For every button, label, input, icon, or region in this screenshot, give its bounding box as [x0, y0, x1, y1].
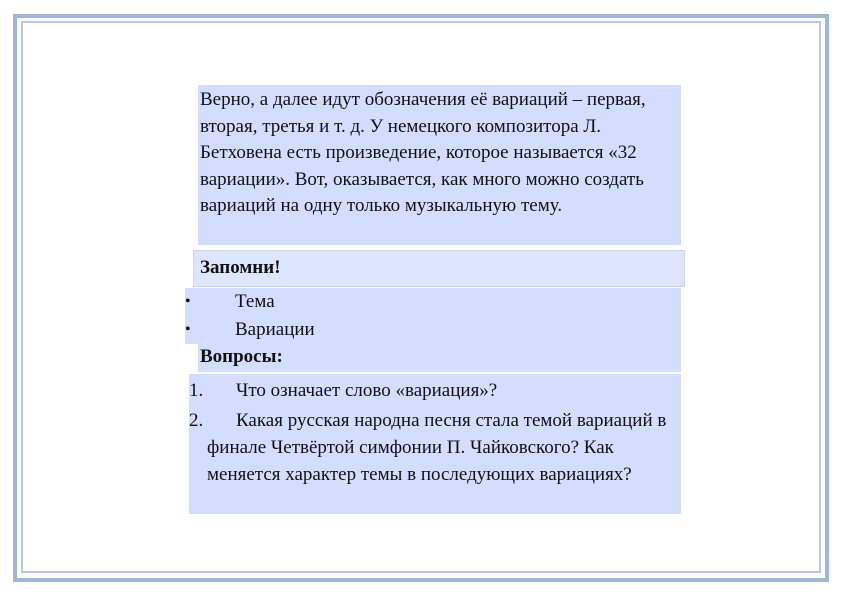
question-item	[189, 407, 681, 488]
question-number: 2.	[189, 410, 204, 431]
question-number: 1.	[189, 380, 204, 401]
question-text: Какая русская народна песня стала темой вариаций в финале Четвёртой симфонии П. Чайковского? Как меняется характер темы в последующих вариациях?	[207, 410, 667, 485]
bullet-dot-icon: •	[185, 293, 191, 310]
question-item	[189, 377, 681, 404]
bullet-dot-icon: •	[185, 321, 191, 338]
question-text: Что означает слово «вариация»?	[236, 380, 498, 401]
list-item	[185, 316, 681, 344]
terms-list	[185, 288, 681, 344]
remember-heading: Запомни!	[193, 250, 685, 287]
list-item	[185, 288, 681, 316]
term-label: Тема	[235, 291, 275, 312]
term-label: Вариации	[235, 319, 315, 340]
questions-heading: Вопросы:	[198, 344, 681, 372]
questions-list	[189, 374, 681, 514]
body-paragraph: Верно, а далее идут обозначения её вариаций – первая, вторая, третья и т. д. У немецкого композитора Л. Бетховена есть произведение, которое называется «32 вариации». Вот, оказывается, как много можно создать вариаций на одну только музыкальную тему.	[198, 85, 681, 245]
